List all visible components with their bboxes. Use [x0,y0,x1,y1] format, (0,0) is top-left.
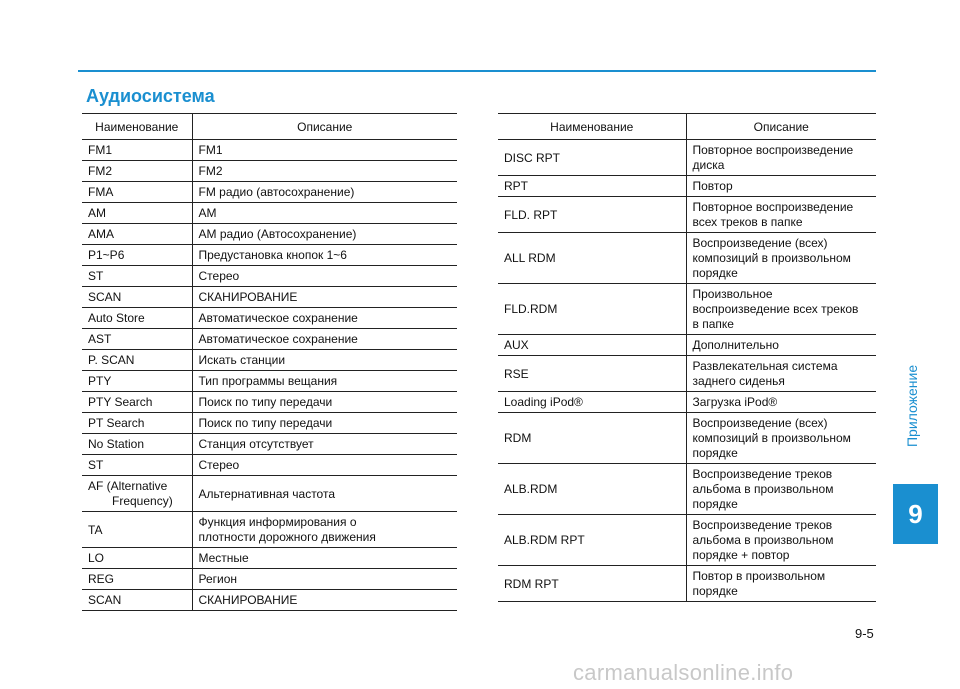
cell-name: FLD. RPT [498,197,686,233]
cell-name: No Station [82,434,192,455]
chapter-tab: 9 [893,484,938,544]
table-row [498,392,876,413]
table-row [82,371,457,392]
cell-description: Воспроизведение треков альбома в произвольном порядке [686,464,876,515]
table-row [82,203,457,224]
cell-description: Автоматическое сохранение [192,329,457,350]
cell-description: Альтернативная частота [192,476,457,512]
table-row [82,308,457,329]
table-row [498,233,876,284]
cell-name: FM2 [82,161,192,182]
table-row [498,413,876,464]
cell-description: Воспроизведение (всех) композиций в произвольном порядке [686,233,876,284]
cell-name: RDM [498,413,686,464]
cell-name: RSE [498,356,686,392]
table-row [498,284,876,335]
cell-description: AM радио (Автосохранение) [192,224,457,245]
table-row [498,356,876,392]
cell-name: DISC RPT [498,140,686,176]
table-row [82,350,457,371]
cell-name: ST [82,266,192,287]
table-row [82,413,457,434]
cell-name: AMA [82,224,192,245]
table-row [498,464,876,515]
cell-name: FLD.RDM [498,284,686,335]
table-row [82,329,457,350]
table-row [82,455,457,476]
table-row [82,140,457,161]
cell-name: SCAN [82,590,192,611]
table-row [498,335,876,356]
table-row [82,548,457,569]
cell-description: Регион [192,569,457,590]
cell-name: ALB.RDM RPT [498,515,686,566]
table-row [82,512,457,548]
cell-description: СКАНИРОВАНИЕ [192,287,457,308]
column-header-name: Наименование [82,114,192,140]
cell-name: AST [82,329,192,350]
cell-description: Стерео [192,266,457,287]
cell-description: Автоматическое сохранение [192,308,457,329]
cell-name: PT Search [82,413,192,434]
right-abbreviation-table [498,113,876,602]
table-row [82,392,457,413]
table-row [82,476,457,512]
table-row [82,590,457,611]
table-row [82,224,457,245]
cell-name: RPT [498,176,686,197]
cell-description: Загрузка iPod® [686,392,876,413]
cell-description: Тип программы вещания [192,371,457,392]
cell-description: Воспроизведение (всех) композиций в произвольном порядке [686,413,876,464]
cell-name: AM [82,203,192,224]
watermark: carmanualsonline.info [573,660,794,685]
cell-description: Произвольное воспроизведение всех треков в папке [686,284,876,335]
table-row [82,287,457,308]
table-row [498,197,876,233]
cell-name: PTY Search [82,392,192,413]
table-header-row [498,114,876,140]
table-row [82,434,457,455]
table-row [82,161,457,182]
cell-description: Воспроизведение треков альбома в произвольном порядке + повтор [686,515,876,566]
cell-description: Поиск по типу передачи [192,392,457,413]
cell-description: Повторное воспроизведение всех треков в папке [686,197,876,233]
top-divider [78,70,876,72]
chapter-side-label: Приложение [904,364,920,447]
left-abbreviation-table [82,113,457,611]
table-row [82,182,457,203]
cell-name: P. SCAN [82,350,192,371]
cell-name: Auto Store [82,308,192,329]
cell-name: REG [82,569,192,590]
cell-description: Функция информирования о плотности дорожного движения [192,512,457,548]
cell-description: Поиск по типу передачи [192,413,457,434]
cell-name: P1~P6 [82,245,192,266]
cell-description: AM [192,203,457,224]
section-title: Аудиосистема [86,86,215,106]
cell-description: Дополнительно [686,335,876,356]
cell-description: Предустановка кнопок 1~6 [192,245,457,266]
cell-description: FM2 [192,161,457,182]
table-row [498,176,876,197]
cell-name: AF (Alternative Frequency) [82,476,192,512]
table-row [498,566,876,602]
table-row [82,569,457,590]
cell-name: PTY [82,371,192,392]
cell-description: СКАНИРОВАНИЕ [192,590,457,611]
cell-name: ALB.RDM [498,464,686,515]
cell-name: FMA [82,182,192,203]
table-row [498,515,876,566]
cell-description: FM1 [192,140,457,161]
cell-name: ST [82,455,192,476]
cell-description: Развлекательная система заднего сиденья [686,356,876,392]
cell-description: Искать станции [192,350,457,371]
cell-description: FM радио (автосохранение) [192,182,457,203]
cell-description: Станция отсутствует [192,434,457,455]
cell-name: LO [82,548,192,569]
table-header-row [82,114,457,140]
cell-description: Стерео [192,455,457,476]
column-header-description: Описание [686,114,876,140]
cell-name: Loading iPod® [498,392,686,413]
cell-description: Повторное воспроизведение диска [686,140,876,176]
cell-description: Повтор в произвольном порядке [686,566,876,602]
column-header-description: Описание [192,114,457,140]
cell-description: Местные [192,548,457,569]
cell-name: SCAN [82,287,192,308]
cell-description: Повтор [686,176,876,197]
table-row [498,140,876,176]
table-row [82,245,457,266]
page-number: 9-5 [855,626,874,641]
table-row [82,266,457,287]
cell-name: TA [82,512,192,548]
cell-name: AUX [498,335,686,356]
cell-name: RDM RPT [498,566,686,602]
cell-name: ALL RDM [498,233,686,284]
column-header-name: Наименование [498,114,686,140]
cell-name: FM1 [82,140,192,161]
